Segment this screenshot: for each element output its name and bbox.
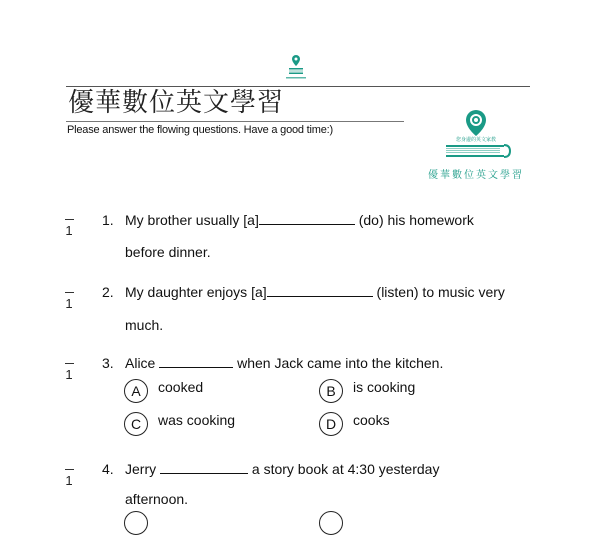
score-value: 1	[65, 296, 73, 311]
question-3-line	[125, 355, 443, 371]
brand-logo	[418, 108, 534, 182]
option-d-text: cooks	[353, 412, 390, 428]
option-b-text: is cooking	[353, 379, 416, 395]
question-text-cont: afternoon.	[125, 491, 189, 507]
question-text: Alice	[125, 355, 160, 371]
option-c-bubble[interactable]: C	[124, 412, 148, 436]
question-4-line	[125, 461, 439, 477]
question-1-line	[125, 212, 474, 228]
option-b[interactable]	[319, 379, 415, 403]
option-a-text: cooked	[158, 379, 204, 395]
option-d-bubble[interactable]: D	[319, 412, 343, 436]
score-marker	[62, 363, 76, 382]
book-pin-icon	[284, 54, 308, 80]
question-number: 1.	[102, 212, 114, 228]
option-b-bubble[interactable]: B	[319, 379, 343, 403]
question-number: 3.	[102, 355, 114, 371]
question-text: My brother usually [a]	[125, 212, 259, 228]
score-value: 1	[65, 473, 73, 488]
score-bar	[65, 219, 74, 220]
answer-blank[interactable]	[259, 212, 355, 225]
option-c-text: was cooking	[158, 412, 236, 428]
score-bar	[65, 363, 74, 364]
question-text-cont: much.	[125, 317, 164, 333]
option-d[interactable]	[319, 412, 390, 436]
brand-tagline: 您身邊的英文家教	[455, 137, 496, 143]
question-number: 2.	[102, 284, 114, 300]
score-marker	[62, 469, 76, 488]
title-rule	[66, 121, 404, 122]
question-text: (listen) to music very	[372, 284, 505, 300]
score-bar	[65, 469, 74, 470]
score-marker	[62, 292, 76, 311]
question-2-line	[125, 284, 505, 300]
brand-caption: 優華數位英文學習	[428, 170, 524, 181]
answer-blank[interactable]	[160, 461, 248, 474]
option-c[interactable]	[124, 412, 235, 436]
instructions: Please answer the flowing questions. Have a good time:)	[67, 124, 333, 136]
question-text: a story book at 4:30 yesterday	[248, 461, 440, 477]
score-value: 1	[65, 367, 73, 382]
question-text: when Jack came into the kitchen.	[233, 355, 444, 371]
option-a[interactable]	[124, 379, 203, 403]
top-logo	[284, 54, 308, 80]
question-text-cont: before dinner.	[125, 244, 211, 260]
page-title: 優華數位英文學習	[68, 88, 285, 118]
question-text: (do) his homework	[354, 212, 474, 228]
question-text: My daughter enjoys [a]	[125, 284, 267, 300]
option-a-bubble[interactable]: A	[124, 379, 148, 403]
score-bar	[65, 292, 74, 293]
answer-blank[interactable]	[159, 355, 233, 368]
score-value: 1	[65, 223, 73, 238]
score-marker	[62, 219, 76, 238]
answer-blank[interactable]	[267, 284, 373, 297]
question-number: 4.	[102, 461, 114, 477]
question-text: Jerry	[125, 461, 160, 477]
